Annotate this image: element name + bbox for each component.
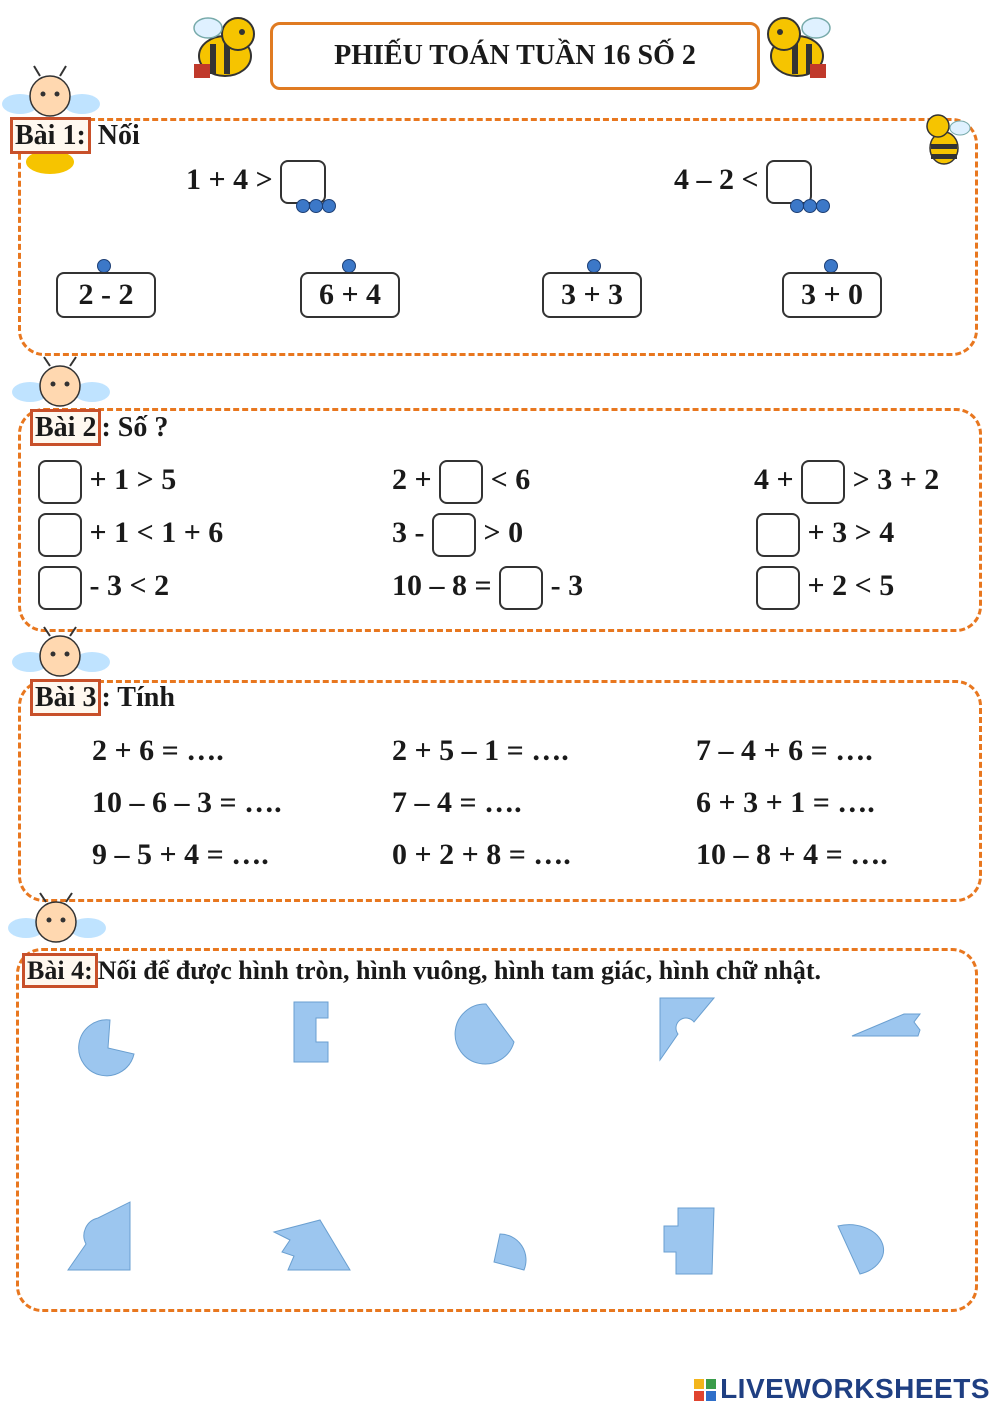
shape-pieces-area (0, 990, 1000, 1290)
connect-dot[interactable] (824, 259, 838, 273)
inequality-item: + 1 < 1 + 6 (38, 513, 223, 557)
inequality-item: + 2 < 5 (756, 566, 894, 610)
triangle-piece-shape[interactable] (660, 998, 714, 1060)
calc-item[interactable]: 10 – 6 – 3 = …. (92, 786, 282, 819)
inequality-item: + 3 > 4 (756, 513, 894, 557)
connect-dot[interactable] (97, 259, 111, 273)
expression-card[interactable]: 3 + 3 (542, 272, 642, 318)
connect-dot[interactable] (309, 199, 323, 213)
answer-box[interactable] (280, 160, 326, 204)
answer-box[interactable] (756, 513, 800, 557)
triangle-piece-shape[interactable] (274, 1220, 350, 1270)
calc-item[interactable]: 0 + 2 + 8 = …. (392, 838, 571, 871)
connect-dot[interactable] (790, 199, 804, 213)
answer-box[interactable] (38, 460, 82, 504)
calc-item[interactable]: 7 – 4 = …. (392, 786, 522, 819)
inequality-item: - 3 < 2 (38, 566, 169, 610)
answer-box[interactable] (38, 566, 82, 610)
circle-piece-shape[interactable] (455, 1004, 514, 1064)
connect-dot[interactable] (803, 199, 817, 213)
connect-dot[interactable] (322, 199, 336, 213)
connect-dot[interactable] (296, 199, 310, 213)
connect-dot[interactable] (816, 199, 830, 213)
answer-box[interactable] (439, 460, 483, 504)
inequality-item: 4 + > 3 + 2 (754, 460, 939, 504)
exercise-4-label: Bài 4: Nối để được hình tròn, hình vuông, hình tam giác, hình chữ nhật. (22, 956, 821, 986)
calc-item[interactable]: 6 + 3 + 1 = …. (696, 786, 875, 819)
calc-item[interactable]: 2 + 6 = …. (92, 734, 224, 767)
square-piece-shape[interactable] (664, 1208, 714, 1274)
exercise-1-label: Bài 1: Nối (10, 120, 140, 152)
exercise-3-label: Bài 3 : Tính (30, 682, 175, 714)
circle-piece-shape[interactable] (494, 1234, 526, 1270)
exercise-2-label: Bài 2 : Số ? (30, 412, 168, 444)
circle-piece-shape[interactable] (79, 1020, 134, 1076)
connect-dot[interactable] (342, 259, 356, 273)
square-piece-shape[interactable] (294, 1002, 328, 1062)
compare-left-expr: 1 + 4 > (186, 160, 326, 204)
rectangle-piece-shape[interactable] (852, 1014, 920, 1036)
bee-icon (916, 110, 972, 170)
calc-item[interactable]: 9 – 5 + 4 = …. (92, 838, 269, 871)
connect-dot[interactable] (587, 259, 601, 273)
calc-item[interactable]: 2 + 5 – 1 = …. (392, 734, 569, 767)
compare-right-expr: 4 – 2 < (674, 160, 812, 204)
liveworksheets-logo-icon (694, 1379, 716, 1403)
answer-box[interactable] (801, 460, 845, 504)
inequality-item: 3 - > 0 (392, 513, 523, 557)
bee-icon (752, 4, 842, 90)
calc-item[interactable]: 7 – 4 + 6 = …. (696, 734, 873, 767)
answer-box[interactable] (499, 566, 543, 610)
answer-box[interactable] (766, 160, 812, 204)
circle-piece-shape[interactable] (838, 1225, 883, 1274)
expression-card[interactable]: 6 + 4 (300, 272, 400, 318)
brand-footer: LIVEWORKSHEETS (694, 1373, 990, 1405)
exercise-1-box (18, 118, 978, 356)
expression-card[interactable]: 3 + 0 (782, 272, 882, 318)
calc-item[interactable]: 10 – 8 + 4 = …. (696, 838, 888, 871)
answer-box[interactable] (756, 566, 800, 610)
page-title: PHIẾU TOÁN TUẦN 16 SỐ 2 (270, 22, 760, 90)
answer-box[interactable] (38, 513, 82, 557)
inequality-item: + 1 > 5 (38, 460, 176, 504)
inequality-item: 10 – 8 = - 3 (392, 566, 583, 610)
expression-card[interactable]: 2 - 2 (56, 272, 156, 318)
triangle-piece-shape[interactable] (68, 1202, 130, 1270)
answer-box[interactable] (432, 513, 476, 557)
bee-icon (180, 4, 270, 90)
inequality-item: 2 + < 6 (392, 460, 530, 504)
